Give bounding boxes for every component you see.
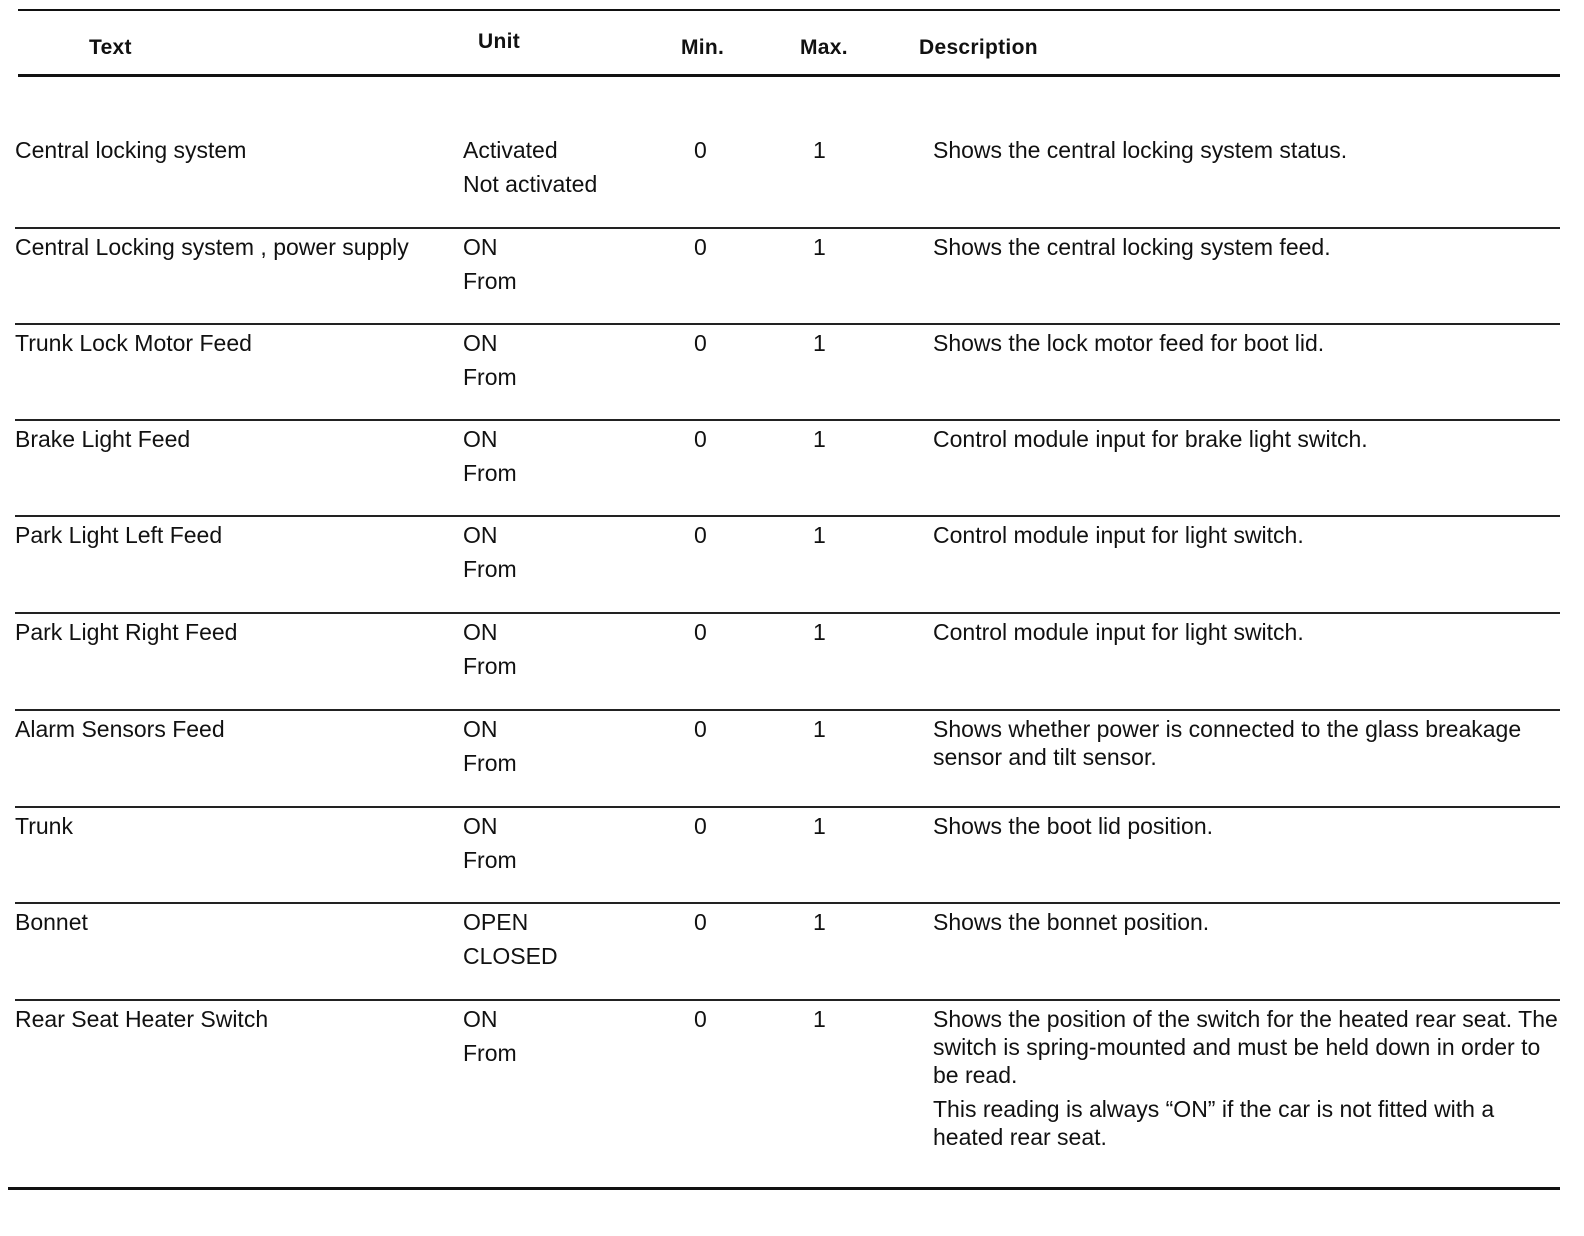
row-description [933, 425, 1563, 459]
row-text: Park Light Left Feed [15, 522, 223, 548]
unit-value: ON [463, 619, 498, 645]
description-paragraph: Shows the position of the switch for the heated rear seat. The switch is spring-mounted and must be held down in order to be read. [933, 1006, 1558, 1088]
row-min: 0 [694, 619, 707, 645]
unit-value: ON [463, 813, 498, 839]
row-max: 1 [813, 330, 826, 356]
row-unit [463, 326, 517, 394]
header-text: Text [89, 36, 132, 59]
row-unit [463, 230, 517, 298]
row-min: 0 [694, 137, 707, 163]
row-max: 1 [813, 137, 826, 163]
row-divider [15, 902, 1560, 904]
row-description [933, 618, 1563, 652]
unit-value: ON [463, 234, 498, 260]
row-text: Brake Light Feed [15, 426, 191, 452]
row-description [933, 233, 1563, 267]
row-divider [15, 806, 1560, 808]
row-text: Central locking system [15, 137, 247, 163]
row-max: 1 [813, 716, 826, 742]
row-text: Trunk [15, 813, 73, 839]
header-rule [18, 74, 1560, 77]
header-max: Max. [800, 36, 848, 59]
unit-value: From [463, 556, 517, 582]
row-text: Rear Seat Heater Switch [15, 1006, 269, 1032]
row-unit [463, 518, 517, 586]
unit-value: CLOSED [463, 943, 558, 969]
row-divider [15, 227, 1560, 229]
row-unit [463, 615, 517, 683]
unit-value: From [463, 460, 517, 486]
description-paragraph: Shows the bonnet position. [933, 909, 1210, 935]
row-unit [463, 905, 558, 973]
description-paragraph: Shows whether power is connected to the glass breakage sensor and tilt sensor. [933, 716, 1522, 770]
row-divider [15, 515, 1560, 517]
row-divider [15, 709, 1560, 711]
row-min: 0 [694, 813, 707, 839]
row-description [933, 136, 1563, 170]
row-description [933, 521, 1563, 555]
unit-value: From [463, 268, 517, 294]
row-min: 0 [694, 426, 707, 452]
row-unit [463, 133, 597, 201]
unit-value: From [463, 364, 517, 390]
unit-value: Activated [463, 137, 558, 163]
row-description [933, 1005, 1563, 1157]
row-divider [15, 419, 1560, 421]
description-paragraph: Control module input for light switch. [933, 522, 1304, 548]
row-min: 0 [694, 330, 707, 356]
row-description [933, 329, 1563, 363]
row-max: 1 [813, 1006, 826, 1032]
row-text: Trunk Lock Motor Feed [15, 330, 252, 356]
row-min: 0 [694, 716, 707, 742]
unit-value: ON [463, 330, 498, 356]
row-text: Central Locking system , power supply [15, 234, 409, 260]
row-description [933, 908, 1563, 942]
unit-value: OPEN [463, 909, 529, 935]
row-divider [15, 612, 1560, 614]
header-description: Description [919, 36, 1038, 59]
description-paragraph: Shows the central locking system feed. [933, 234, 1331, 260]
unit-value: From [463, 847, 517, 873]
row-max: 1 [813, 234, 826, 260]
unit-value: ON [463, 426, 498, 452]
description-paragraph: Control module input for light switch. [933, 619, 1304, 645]
row-max: 1 [813, 813, 826, 839]
unit-value: From [463, 1040, 517, 1066]
row-max: 1 [813, 909, 826, 935]
unit-value: From [463, 653, 517, 679]
row-min: 0 [694, 234, 707, 260]
row-max: 1 [813, 619, 826, 645]
row-min: 0 [694, 909, 707, 935]
row-text: Alarm Sensors Feed [15, 716, 225, 742]
row-min: 0 [694, 522, 707, 548]
row-divider [15, 323, 1560, 325]
unit-value: ON [463, 1006, 498, 1032]
unit-value: From [463, 750, 517, 776]
description-paragraph: Shows the boot lid position. [933, 813, 1214, 839]
row-unit [463, 1002, 517, 1070]
row-text: Bonnet [15, 909, 88, 935]
header-unit: Unit [478, 30, 521, 53]
unit-value: ON [463, 716, 498, 742]
row-unit [463, 809, 517, 877]
row-unit [463, 422, 517, 490]
row-max: 1 [813, 426, 826, 452]
row-description [933, 812, 1563, 846]
unit-value: Not activated [463, 171, 598, 197]
unit-value: ON [463, 522, 498, 548]
row-text: Park Light Right Feed [15, 619, 238, 645]
description-paragraph: Shows the central locking system status. [933, 137, 1348, 163]
row-divider [15, 999, 1560, 1001]
table-bottom-rule [8, 1187, 1560, 1190]
description-paragraph: This reading is always “ON” if the car is not fitted with a heated rear seat. [933, 1096, 1495, 1150]
description-paragraph: Shows the lock motor feed for boot lid. [933, 330, 1325, 356]
row-unit [463, 712, 517, 780]
row-description [933, 715, 1563, 777]
row-max: 1 [813, 522, 826, 548]
row-min: 0 [694, 1006, 707, 1032]
description-paragraph: Control module input for brake light switch. [933, 426, 1368, 452]
header-min: Min. [681, 36, 725, 59]
table-top-rule [18, 9, 1560, 11]
